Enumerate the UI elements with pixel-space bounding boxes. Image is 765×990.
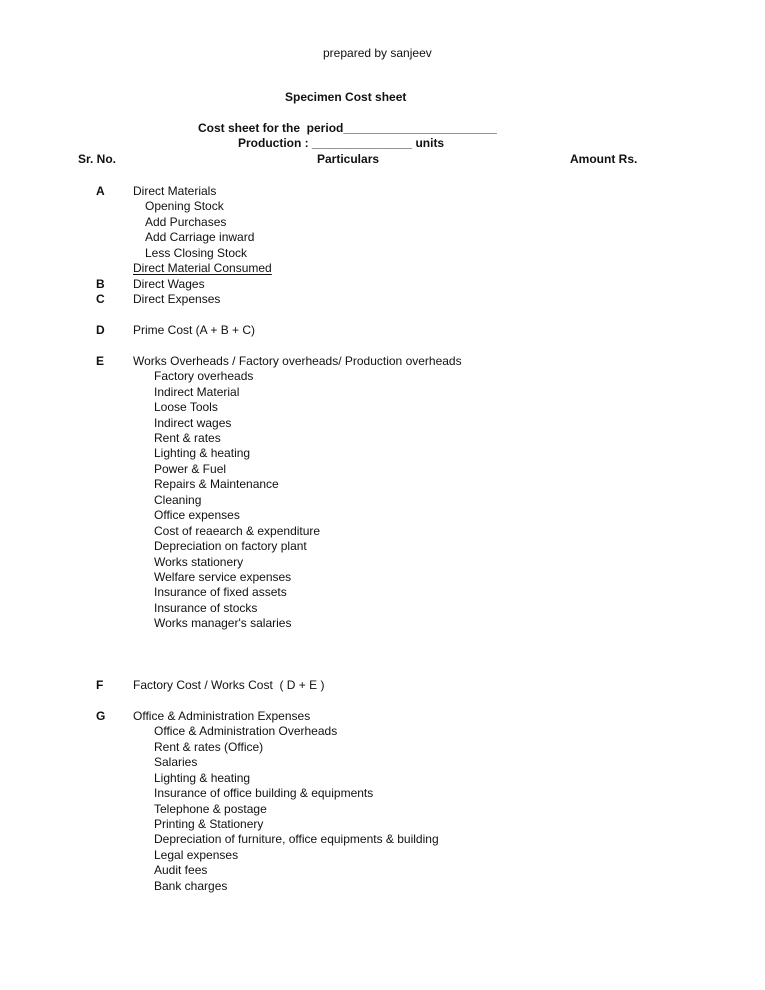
cost-sheet-row [0,230,765,245]
column-header-particulars: Particulars [317,152,380,166]
row-text: Insurance of office building & equipments [154,786,374,801]
cost-sheet-row [0,215,765,230]
cost-sheet-row [0,292,765,307]
cost-sheet-row [0,585,765,600]
cost-sheet-row [0,740,765,755]
cost-sheet-row [0,555,765,570]
period-blank-line: _______________________ [343,121,497,135]
production-line [238,136,444,150]
cost-sheet-row [0,446,765,461]
cost-sheet-row [0,416,765,431]
row-text: Cost of reaearch & expenditure [154,523,321,538]
row-text: Indirect wages [154,415,232,430]
row-text: Telephone & postage [154,801,267,816]
prepared-by-line: prepared by sanjeev [323,46,432,60]
cost-sheet-row [0,802,765,817]
row-text: Add Carriage inward [145,230,255,245]
row-text: Office & Administration Expenses [133,708,311,723]
row-letter: C [96,292,105,307]
row-text: Direct Expenses [133,292,221,307]
blank-row [0,338,765,353]
row-text: Insurance of fixed assets [154,585,287,600]
cost-sheet-row [0,462,765,477]
column-header-amount-rs: Amount Rs. [570,152,638,166]
row-letter: B [96,276,105,291]
row-text: Indirect Material [154,384,240,399]
row-text: Works stationery [154,554,244,569]
cost-sheet-row [0,539,765,554]
blank-row [0,632,765,647]
cost-sheet-row [0,817,765,832]
production-label: Production : [238,136,312,150]
cost-sheet-row [0,246,765,261]
cost-sheet-row [0,678,765,693]
row-text: Opening Stock [145,199,224,214]
row-text: Rent & rates (Office) [154,739,264,754]
cost-sheet-row [0,863,765,878]
row-letter: D [96,322,105,337]
cost-sheet-body [0,184,765,894]
row-text: Less Closing Stock [145,245,248,260]
page-title: Specimen Cost sheet [285,90,407,104]
row-text: Power & Fuel [154,461,227,476]
row-text: Repairs & Maintenance [154,477,279,492]
production-blank-line: _______________ [312,136,413,150]
cost-sheet-row [0,323,765,338]
blank-row [0,308,765,323]
row-text: Direct Material Consumed [133,261,272,276]
row-text: Factory overheads [154,369,254,384]
period-label: Cost sheet for the period [198,121,344,135]
row-text: Salaries [154,755,198,770]
cost-sheet-row [0,709,765,724]
cost-sheet-row [0,261,765,276]
row-letter: E [96,353,105,368]
row-text: Bank charges [154,878,228,893]
row-text: Insurance of stocks [154,600,258,615]
row-text: Printing & Stationery [154,816,264,831]
row-text: Works Overheads / Factory overheads/ Production overheads [133,353,462,368]
row-text: Works manager's salaries [154,616,292,631]
cost-sheet-row [0,771,765,786]
cost-sheet-row [0,400,765,415]
cost-sheet-row [0,616,765,631]
cost-sheet-row [0,385,765,400]
cost-sheet-row [0,184,765,199]
row-text: Rent & rates [154,431,221,445]
row-text: Factory Cost / Works Cost ( D + E ) [133,678,325,692]
period-line [198,121,497,135]
column-header-sr-no: Sr. No. [78,152,117,166]
blank-row [0,663,765,678]
row-text: Welfare service expenses [154,569,292,584]
blank-row [0,693,765,708]
cost-sheet-row [0,354,765,369]
cost-sheet-row [0,848,765,863]
cost-sheet-row [0,477,765,492]
cost-sheet-row [0,755,765,770]
row-text: Office expenses [154,508,240,523]
row-text: Direct Wages [133,276,205,291]
row-text: Direct Materials [133,184,217,198]
cost-sheet-row [0,524,765,539]
cost-sheet-row [0,277,765,292]
row-letter: G [96,708,106,723]
cost-sheet-row [0,879,765,894]
cost-sheet-row [0,369,765,384]
cost-sheet-row [0,508,765,523]
cost-sheet-row [0,832,765,847]
row-text: Legal expenses [154,847,239,862]
row-letter: A [96,184,105,198]
row-text: Add Purchases [145,214,227,229]
row-text: Audit fees [154,863,208,878]
cost-sheet-row [0,601,765,616]
cost-sheet-row [0,786,765,801]
cost-sheet-row [0,199,765,214]
blank-row [0,647,765,662]
row-text: Depreciation on factory plant [154,539,307,554]
cost-sheet-row [0,493,765,508]
row-text: Loose Tools [154,400,218,415]
cost-sheet-row [0,570,765,585]
row-text: Cleaning [154,492,202,507]
row-text: Prime Cost (A + B + C) [133,322,256,337]
row-text: Lighting & heating [154,446,251,461]
row-letter: F [96,678,104,692]
row-text: Depreciation of furniture, office equipments & building [154,832,439,847]
cost-sheet-row [0,431,765,446]
row-text: Lighting & heating [154,770,251,785]
row-text: Office & Administration Overheads [154,724,338,739]
cost-sheet-row [0,724,765,739]
production-units-suffix: units [412,136,445,150]
